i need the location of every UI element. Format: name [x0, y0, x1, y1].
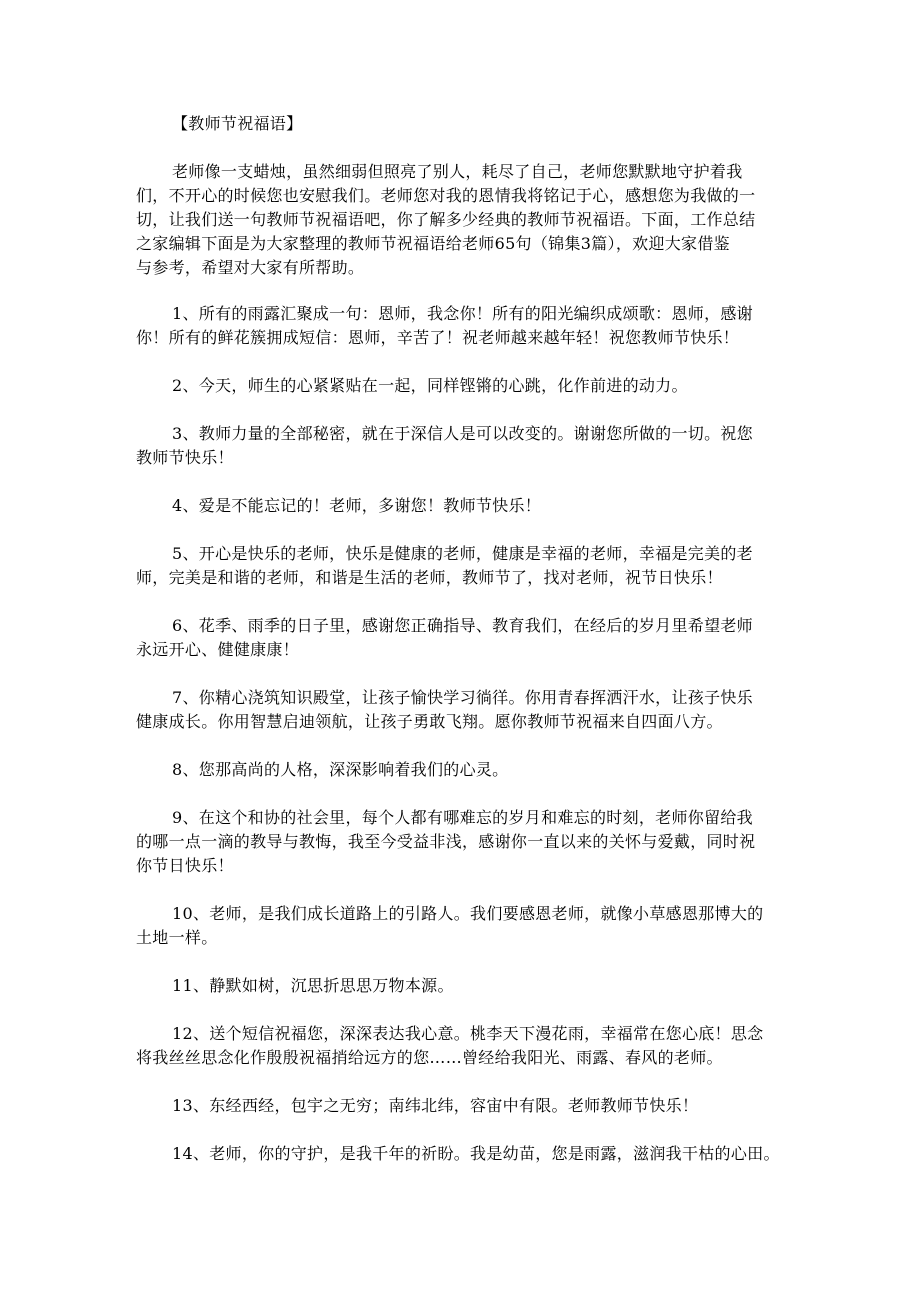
- item-line: 土地一样。: [136, 928, 218, 947]
- item-line: 13、东经西经，包宇之无穷；南纬北纬，容宙中有限。老师教师节快乐！: [172, 1096, 699, 1115]
- blessing-item-4: [136, 494, 796, 518]
- item-line: 3、教师力量的全部秘密，就在于深信人是可以改变的。谢谢您所做的一切。祝您: [172, 424, 753, 443]
- item-line: 教师节快乐！: [136, 448, 234, 467]
- item-line: 12、送个短信祝福您，深深表达我心意。桃李天下漫花雨，幸福常在您心底！思念: [172, 1024, 764, 1043]
- intro-line: 们，不开心的时候您也安慰我们。老师您对我的恩情我将铭记于心，感想您为我做的一: [136, 186, 756, 205]
- item-line: 2、今天，师生的心紧紧贴在一起，同样铿锵的心跳，化作前进的动力。: [172, 376, 688, 395]
- blessing-item-5: [136, 542, 796, 590]
- item-line: 的哪一点一滴的教导与教悔，我至今受益非浅，感谢你一直以来的关怀与爱戴，同时祝: [136, 832, 756, 851]
- item-line: 9、在这个和协的社会里，每个人都有哪难忘的岁月和难忘的时刻，老师你留给我: [172, 808, 753, 827]
- intro-line: 之家编辑下面是为大家整理的教师节祝福语给老师65句（锦集3篇），欢迎大家借鉴: [136, 234, 730, 253]
- blessing-item-3: [136, 422, 796, 470]
- blessing-item-2: [136, 374, 796, 398]
- blessing-item-1: [136, 302, 796, 350]
- intro-line: 切，让我们送一句教师节祝福语吧，你了解多少经典的教师节祝福语。下面，工作总结: [136, 210, 756, 229]
- item-line: 将我丝丝思念化作殷殷祝福捎给远方的您……曾经给我阳光、雨露、春风的老师。: [136, 1048, 723, 1067]
- intro-line: 老师像一支蜡烛，虽然细弱但照亮了别人，耗尽了自己，老师您默默地守护着我: [172, 162, 743, 181]
- item-line: 8、您那高尚的人格，深深影响着我们的心灵。: [172, 760, 509, 779]
- item-line: 永远开心、健健康康！: [136, 640, 300, 659]
- document-title: 【教师节祝福语】: [172, 114, 303, 133]
- blessing-item-10: [136, 902, 796, 950]
- blessing-item-12: [136, 1022, 796, 1070]
- item-line: 7、你精心浇筑知识殿堂，让孩子愉快学习徜徉。你用青春挥洒汗水，让孩子快乐: [172, 688, 753, 707]
- blessing-item-11: [136, 974, 796, 998]
- intro-paragraph: [136, 160, 796, 280]
- item-line: 健康成长。你用智慧启迪领航，让孩子勇敢飞翔。愿你教师节祝福来自四面八方。: [136, 712, 723, 731]
- blessing-item-6: [136, 614, 796, 662]
- item-line: 6、花季、雨季的日子里，感谢您正确指导、教育我们，在经后的岁月里希望老师: [172, 616, 753, 635]
- item-line: 师，完美是和谐的老师，和谐是生活的老师，教师节了，找对老师，祝节日快乐！: [136, 568, 723, 587]
- item-line: 你！所有的鲜花簇拥成短信：恩师，辛苦了！祝老师越来越年轻！祝您教师节快乐！: [136, 328, 740, 347]
- intro-line: 与参考，希望对大家有所帮助。: [136, 258, 365, 277]
- blessing-item-14: [136, 1142, 796, 1166]
- item-line: 14、老师，你的守护，是我千年的祈盼。我是幼苗，您是雨露，滋润我干枯的心田。: [172, 1144, 780, 1163]
- item-line: 1、所有的雨露汇聚成一句：恩师，我念你！所有的阳光编织成颂歌：恩师，感谢: [172, 304, 753, 323]
- blessing-item-13: [136, 1094, 796, 1118]
- item-line: 5、开心是快乐的老师，快乐是健康的老师，健康是幸福的老师，幸福是完美的老: [172, 544, 753, 563]
- blessing-item-8: [136, 758, 796, 782]
- item-line: 你节日快乐！: [136, 856, 234, 875]
- blessing-item-7: [136, 686, 796, 734]
- item-line: 4、爱是不能忘记的！老师，多谢您！教师节快乐！: [172, 496, 542, 515]
- item-line: 11、静默如树，沉思折思思万物本源。: [172, 976, 454, 995]
- blessing-item-9: [136, 806, 796, 878]
- item-line: 10、老师，是我们成长道路上的引路人。我们要感恩老师，就像小草感恩那博大的: [172, 904, 764, 923]
